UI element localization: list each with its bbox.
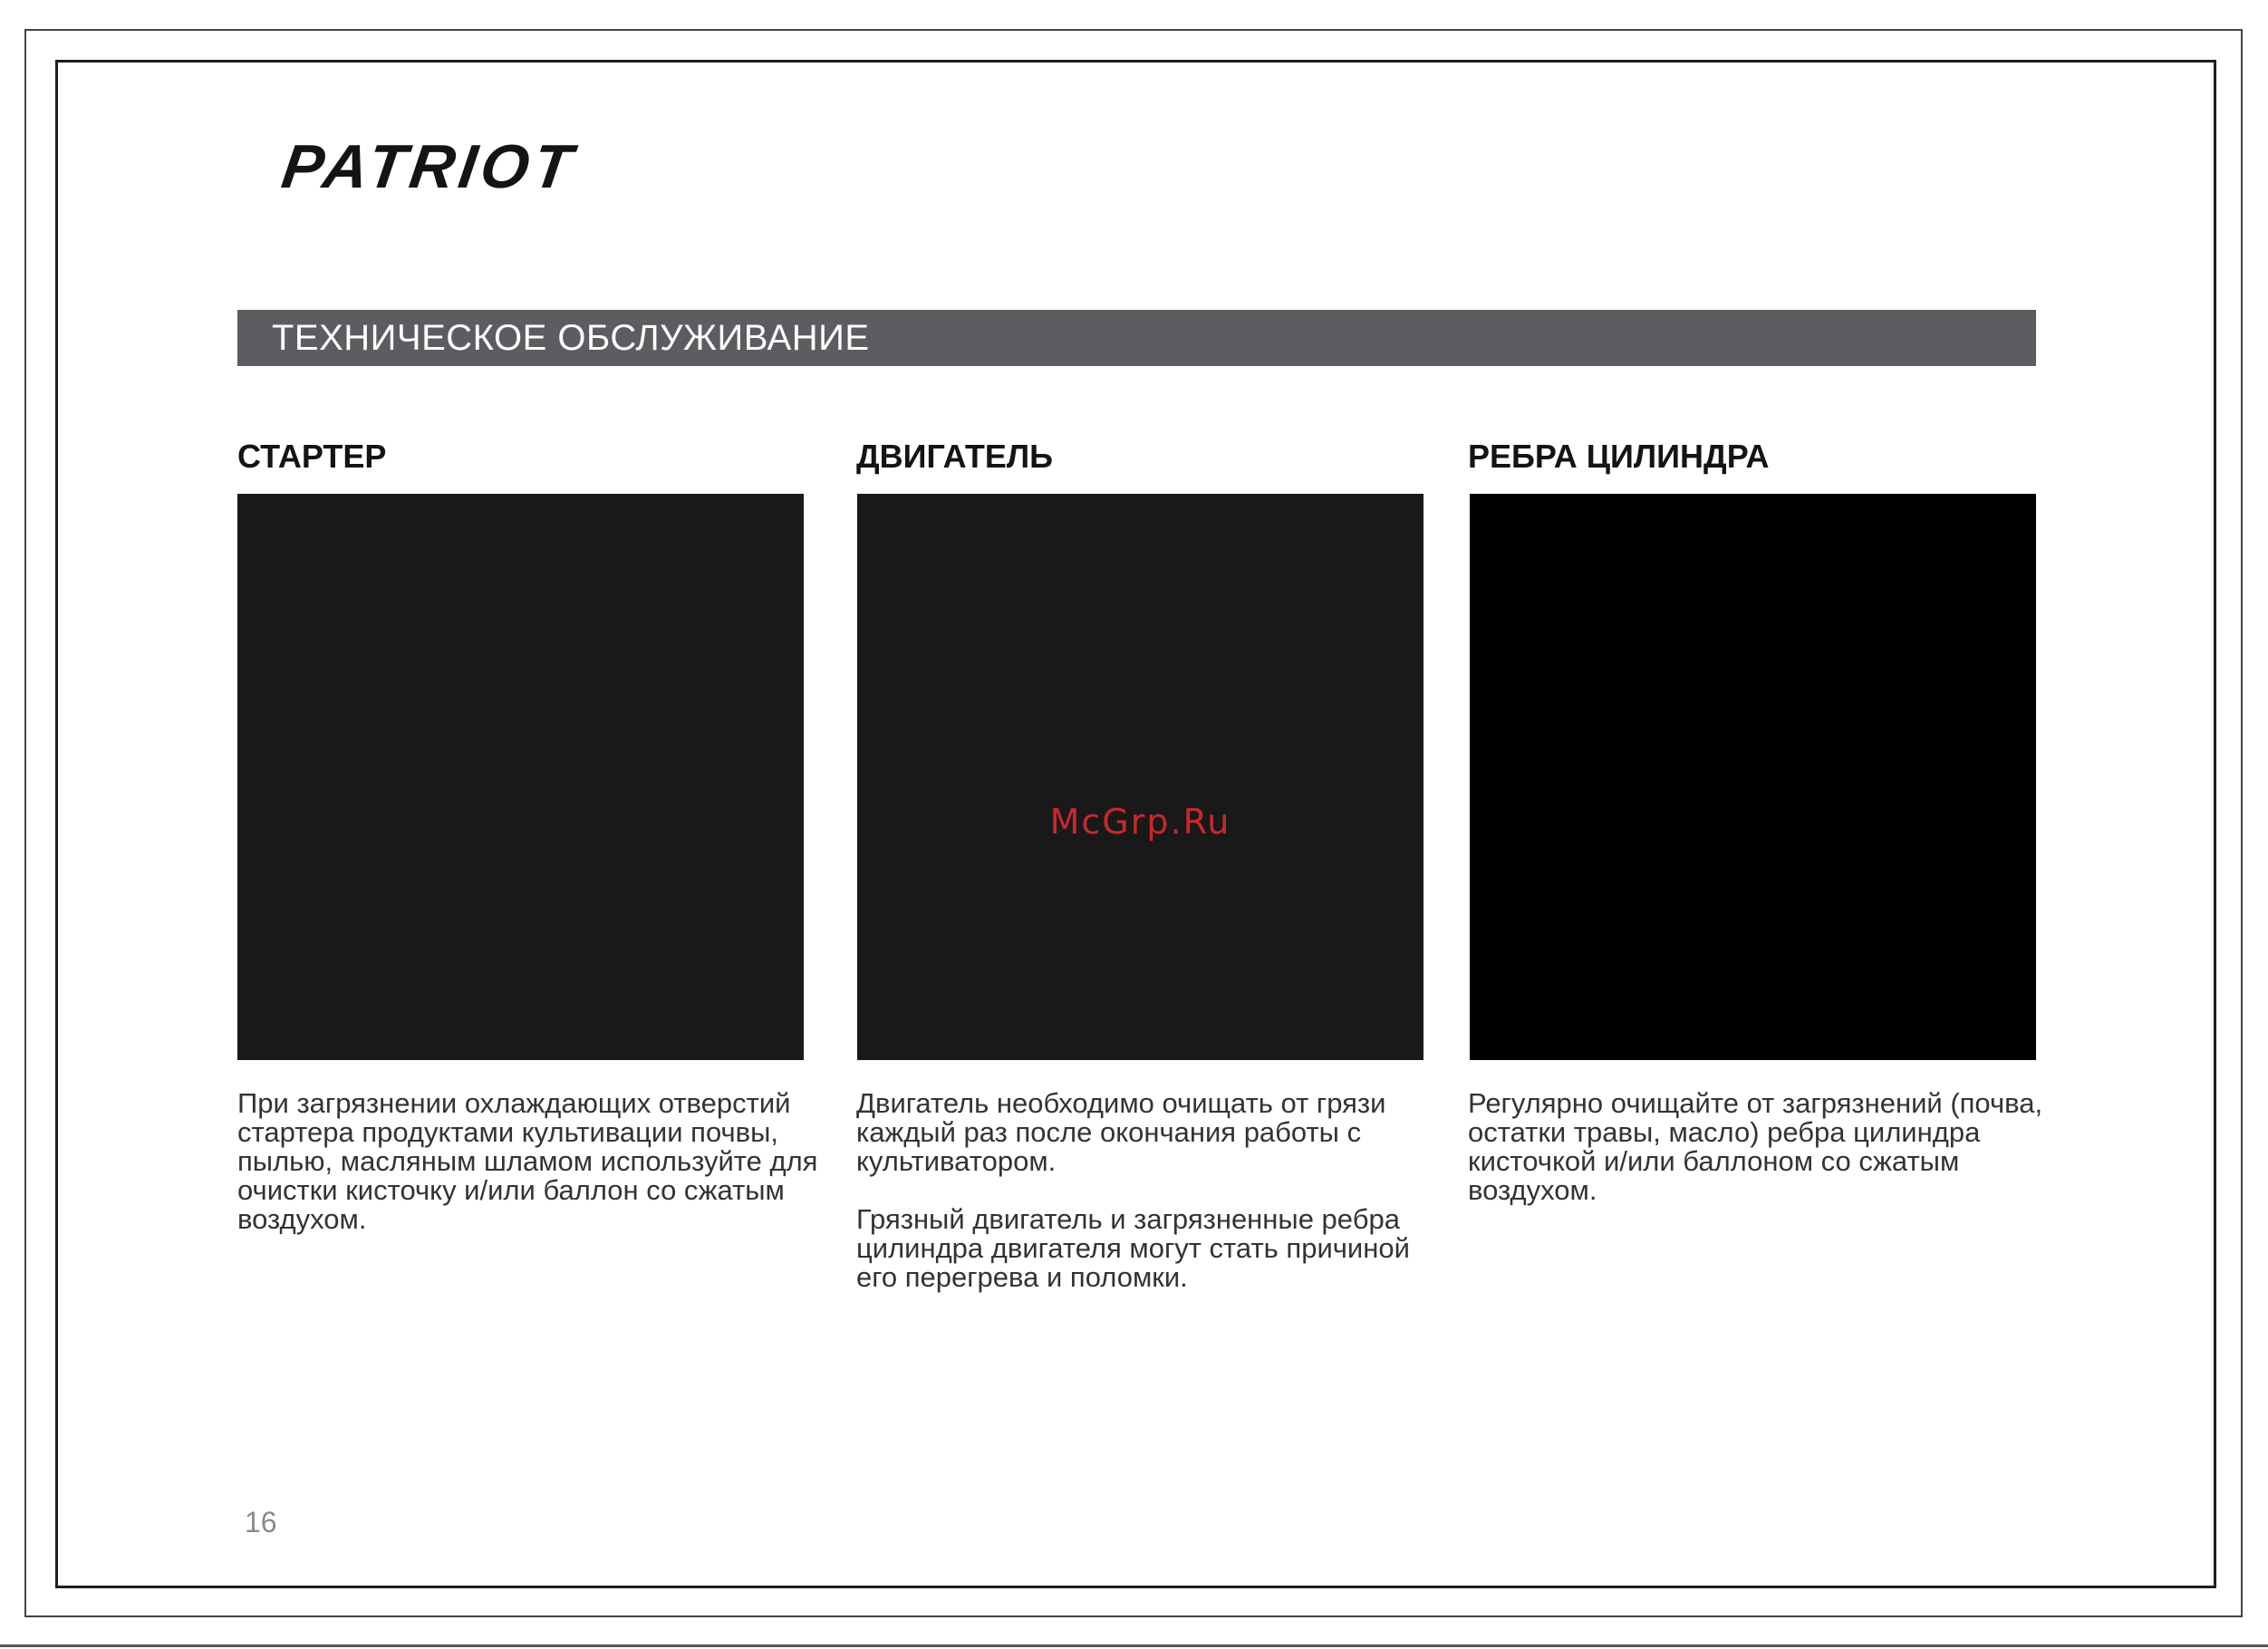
- section-title: ТЕХНИЧЕСКОЕ ОБСЛУЖИВАНИЕ: [272, 317, 870, 358]
- engine-photo: [857, 494, 1424, 1060]
- cylinder-fins-photo: [1470, 494, 2036, 1060]
- section-header-bar: [237, 310, 2036, 366]
- engine-description: [856, 1089, 1454, 1321]
- engine-title: ДВИГАТЕЛЬ: [856, 438, 1054, 475]
- patriot-logo: PATRIOT: [277, 132, 581, 201]
- starter-title: СТАРТЕР: [237, 438, 387, 475]
- starter-paragraph: При загрязнении охлаждающих отверстий стартера продуктами культивации почвы, пылью, масляным шламом используйте для очистки кисточку и/или баллон со сжатым воздухом.: [237, 1087, 818, 1235]
- cylinder-fins-description: [1468, 1089, 2066, 1234]
- watermark-text: McGrp.Ru: [1049, 802, 1231, 842]
- bottom-rule: [0, 1644, 2268, 1647]
- cylinder-fins-title: РЕБРА ЦИЛИНДРА: [1468, 438, 1770, 475]
- starter-description: [237, 1089, 835, 1263]
- engine-paragraph-1: Двигатель необходимо очищать от грязи каждый раз после окончания работы с культиватором.: [856, 1087, 1386, 1177]
- starter-photo: [237, 494, 804, 1060]
- engine-paragraph-2: Грязный двигатель и загрязненные ребра цилиндра двигателя могут стать причиной его перегрева и поломки.: [856, 1203, 1410, 1293]
- cylinder-fins-paragraph: Регулярно очищайте от загрязнений (почва, остатки травы, масло) ребра цилиндра кисточкой и/или баллоном со сжатым воздухом.: [1468, 1087, 2043, 1206]
- page-number: 16: [245, 1506, 277, 1538]
